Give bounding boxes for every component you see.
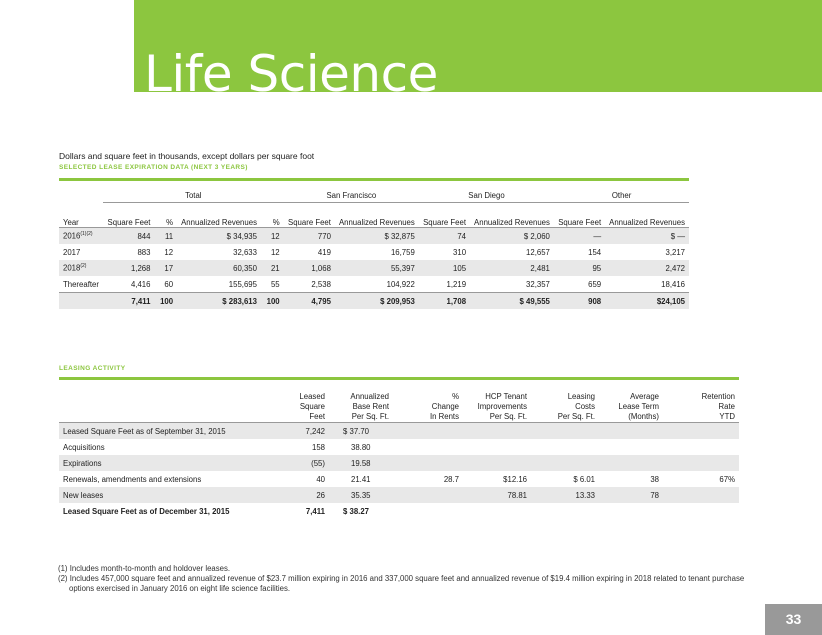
cell: 2,472: [605, 260, 689, 276]
group-san-diego: San Diego: [419, 188, 554, 203]
footnote-ref: (2): [80, 263, 87, 270]
table-row: [59, 487, 739, 503]
table-row: [59, 455, 739, 471]
cell: 310: [453, 247, 467, 257]
header-line: Annualized: [350, 392, 389, 401]
row-label: New leases: [59, 487, 277, 503]
cell: 12: [270, 247, 280, 257]
cell: 12,657: [526, 247, 550, 257]
cell: 11: [154, 228, 177, 245]
cell: 67%: [719, 474, 735, 484]
table-row: [59, 439, 739, 455]
page-title: Life Science: [144, 45, 438, 103]
header-line: %: [452, 392, 459, 401]
cell: [463, 423, 531, 440]
cell: 21.41: [351, 474, 371, 484]
cell: $ 2,060: [470, 228, 554, 245]
cell: 7,411: [305, 506, 325, 516]
cell: $ 34,935: [177, 228, 261, 245]
row-year: 2018: [63, 263, 81, 273]
cell: 4,795: [284, 293, 335, 310]
lease-expiration-heading: SELECTED LEASE EXPIRATION DATA (NEXT 3 YEARS): [59, 164, 248, 171]
cell: [393, 503, 463, 519]
cell: 1,268: [103, 260, 154, 276]
cell: 659: [588, 279, 602, 289]
cell: [599, 503, 663, 519]
cell: 78.81: [463, 487, 531, 503]
col-header: [531, 386, 599, 423]
cell: 100: [261, 293, 284, 310]
cell: 883: [137, 247, 151, 257]
cell: 74: [419, 228, 470, 245]
col-header: Annualized Revenues: [605, 203, 689, 228]
header-line: Improvements: [477, 402, 527, 411]
units-note: Dollars and square feet in thousands, except dollars per square foot: [59, 151, 315, 161]
cell: [599, 423, 663, 440]
cell: $ 32,875: [335, 228, 419, 245]
group-other: Other: [554, 188, 689, 203]
row-label: Acquisitions: [63, 442, 105, 452]
col-header: [329, 386, 393, 423]
header-line: Rate: [718, 402, 735, 411]
cell: [531, 439, 599, 455]
col-header: [393, 386, 463, 423]
header-line: Square: [299, 402, 325, 411]
table-row: [59, 260, 689, 276]
cell: [59, 293, 103, 310]
cell: 28.7: [443, 474, 459, 484]
header-line: Lease Term: [618, 402, 659, 411]
group-san-francisco: San Francisco: [284, 188, 419, 203]
cell: 60: [164, 279, 174, 289]
col-header: Annualized Revenues: [470, 203, 554, 228]
cell: 95: [554, 260, 605, 276]
cell: [663, 423, 739, 440]
cell: 38.80: [351, 442, 371, 452]
footnotes: [58, 564, 769, 594]
leasing-activity-table: [59, 386, 739, 519]
cell: 32,633: [233, 247, 257, 257]
header-line: Average: [630, 392, 659, 401]
cell: 12: [261, 228, 284, 245]
cell: 19.58: [329, 455, 393, 471]
cell: 78: [599, 487, 663, 503]
cell: 16,759: [390, 247, 415, 257]
cell: 40: [316, 474, 325, 484]
cell: $ 37.70: [329, 423, 393, 440]
cell: 21: [261, 260, 284, 276]
header-line: Feet: [309, 412, 325, 421]
cell: $ 49,555: [470, 293, 554, 310]
cell: [663, 503, 739, 519]
cell: 7,411: [103, 293, 154, 310]
page-number: 33: [785, 611, 802, 627]
col-header: [277, 386, 329, 423]
row-label: Leased Square Feet as of December 31, 2015: [63, 506, 230, 516]
cell: $ 209,953: [335, 293, 419, 310]
cell: 18,416: [661, 279, 685, 289]
col-header: Square Feet: [419, 203, 470, 228]
col-header: Square Feet: [103, 203, 154, 228]
cell: 158: [311, 442, 325, 452]
row-label: Expirations: [59, 455, 277, 471]
cell: 100: [154, 293, 177, 310]
cell: 55: [270, 279, 280, 289]
cell: 1,708: [419, 293, 470, 310]
cell: 154: [588, 247, 602, 257]
cell: 2,538: [311, 279, 331, 289]
cell: 104,922: [386, 279, 415, 289]
section-rule: [59, 178, 689, 181]
cell: $12.16: [503, 474, 527, 484]
col-header: %: [261, 203, 284, 228]
header-line: Per Sq. Ft.: [489, 412, 527, 421]
col-header: Annualized Revenues: [177, 203, 261, 228]
cell: [393, 439, 463, 455]
header-line: Costs: [575, 402, 595, 411]
cell: [463, 503, 531, 519]
cell: 35.35: [329, 487, 393, 503]
table-row: [59, 423, 739, 440]
header-line: HCP Tenant: [485, 392, 527, 401]
header-line: YTD: [719, 412, 735, 421]
cell: 155,695: [228, 279, 257, 289]
group-total: Total: [103, 188, 284, 203]
col-header: [599, 386, 663, 423]
cell: 2,481: [470, 260, 554, 276]
cell: [599, 439, 663, 455]
cell: 1,219: [446, 279, 467, 289]
row-label: Leased Square Feet as of September 31, 2015: [59, 423, 277, 440]
cell: 60,350: [177, 260, 261, 276]
header-line: Leasing: [567, 392, 595, 401]
table-row: [59, 276, 689, 293]
cell: 908: [554, 293, 605, 310]
cell: —: [554, 228, 605, 245]
cell: [393, 487, 463, 503]
total-row: [59, 293, 689, 310]
row-year: Thereafter: [63, 279, 99, 289]
col-year: Year: [59, 203, 103, 228]
cell: [463, 439, 531, 455]
header-line: Per Sq. Ft.: [351, 412, 389, 421]
cell: 4,416: [130, 279, 151, 289]
total-row: [59, 503, 739, 519]
header-line: (Months): [628, 412, 659, 421]
cell: 26: [277, 487, 329, 503]
cell: [393, 455, 463, 471]
col-header: Square Feet: [284, 203, 335, 228]
cell: [663, 487, 739, 503]
cell: [531, 455, 599, 471]
cell: $ —: [605, 228, 689, 245]
row-year: 2017: [63, 247, 81, 257]
leasing-activity-heading: LEASING ACTIVITY: [59, 365, 126, 372]
cell: (55): [277, 455, 329, 471]
footnote-1: (1) Includes month-to-month and holdover leases.: [58, 564, 231, 573]
cell: 3,217: [665, 247, 685, 257]
table-row: [59, 228, 689, 245]
col-header: [663, 386, 739, 423]
cell: [663, 439, 739, 455]
cell: [531, 423, 599, 440]
cell: 419: [317, 247, 331, 257]
cell: $ 38.27: [343, 506, 370, 516]
col-header: [463, 386, 531, 423]
cell: 13.33: [531, 487, 599, 503]
cell: $ 6.01: [573, 474, 595, 484]
table-row: [59, 471, 739, 487]
table-row: [59, 244, 689, 260]
footnote-ref: (1)(2): [80, 231, 93, 238]
header-line: In Rents: [429, 412, 459, 421]
row-label: Renewals, amendments and extensions: [63, 474, 202, 484]
col-header: %: [154, 203, 177, 228]
cell: 17: [154, 260, 177, 276]
cell: 55,397: [335, 260, 419, 276]
cell: 12: [164, 247, 174, 257]
cell: [463, 455, 531, 471]
section-rule: [59, 377, 739, 380]
header-line: Leased: [299, 392, 325, 401]
cell: 7,242: [277, 423, 329, 440]
cell: 770: [284, 228, 335, 245]
header-line: Retention: [701, 392, 735, 401]
cell: [663, 455, 739, 471]
cell: 844: [103, 228, 154, 245]
col-header: Square Feet: [554, 203, 605, 228]
header-line: Per Sq. Ft.: [557, 412, 595, 421]
cell: 32,357: [526, 279, 550, 289]
cell: [531, 503, 599, 519]
cell: 38: [650, 474, 659, 484]
col-header: Annualized Revenues: [335, 203, 419, 228]
cell: $24,105: [605, 293, 689, 310]
lease-expiration-table: [59, 188, 689, 309]
cell: [599, 455, 663, 471]
cell: [393, 423, 463, 440]
cell: 105: [419, 260, 470, 276]
cell: $ 283,613: [177, 293, 261, 310]
header-line: Base Rent: [352, 402, 389, 411]
footnote-2: (2) Includes 457,000 square feet and annualized revenue of $23.7 million expiring in 2016 and 337,000 square feet and annualized revenue of $19.4 million expiring in 2018 related to tenant purchase options exercised in January 2016 on eight life science facilities.: [58, 574, 745, 593]
row-year: 2016: [63, 231, 81, 241]
cell: 1,068: [284, 260, 335, 276]
header-line: Change: [431, 402, 459, 411]
